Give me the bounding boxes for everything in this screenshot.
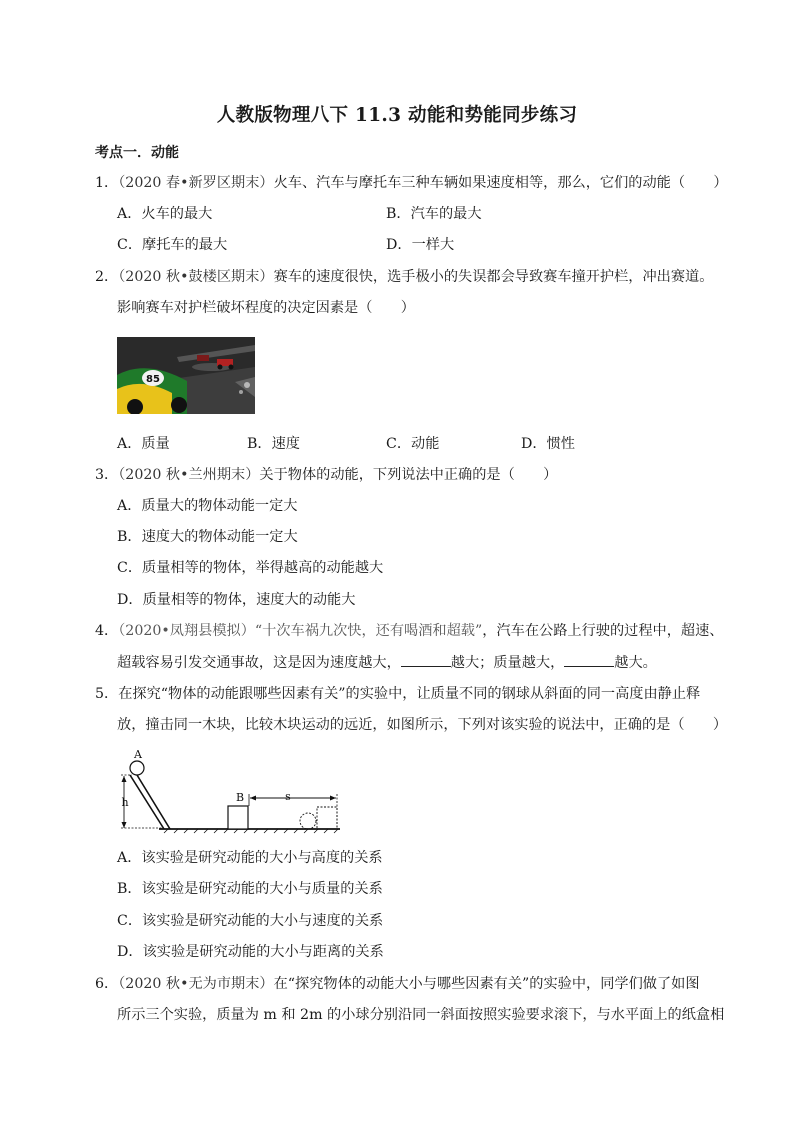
question-number: 1．	[95, 175, 119, 191]
stem-part: 越大；质量越大，	[450, 655, 565, 671]
question-stem: 在探究“物体的动能跟哪些因素有关”的实验中，让质量不同的钢球从斜面的同一高度由静止释	[118, 686, 701, 702]
stem-part: 超载容易引发交通事故，这是因为速度越大，	[117, 655, 401, 671]
label-h: h	[121, 796, 129, 809]
question-stem-continued: 所示三个实验，质量为 m 和 2m 的小球分别沿同一斜面按照实验要求滚下，与水平面上的纸盒相	[117, 1007, 725, 1023]
question-stem: 在“探究物体的动能大小与哪些因素有关”的实验中，同学们做了如图	[273, 976, 700, 992]
question-stem-continued: 放，撞击同一木块，比较木块运动的远近，如图所示，下列对该实验的说法中，正确的是（ ）	[117, 717, 728, 733]
question-stem-continued: 影响赛车对护栏破坏程度的决定因素是（ ）	[117, 300, 415, 316]
question-stem: 火车、汽车与摩托车三种车辆如果速度相等，那么，它们的动能（ ）	[273, 175, 728, 191]
incline-back	[137, 775, 170, 829]
section-heading: 考点一．动能	[95, 145, 179, 161]
option-a: A．火车的最大	[117, 206, 213, 222]
option-c: C．摩托车的最大	[117, 237, 228, 253]
question-stem-continued	[117, 652, 657, 673]
question-stem: 关于物体的动能，下列说法中正确的是（ ）	[259, 467, 558, 483]
question-2	[95, 267, 713, 287]
block-final-position	[317, 807, 337, 829]
incline-surface	[130, 775, 164, 829]
question-number: 6．	[95, 976, 119, 992]
question-stem: ，汽车在公路上行驶的过程中，超速、	[482, 623, 724, 639]
label-a: A	[134, 748, 142, 761]
option-c: C．质量相等的物体，举得越高的动能越大	[117, 560, 384, 576]
option-d: D．质量相等的物体，速度大的动能大	[117, 592, 356, 608]
race-car-photo	[117, 337, 255, 414]
race-car-image	[117, 337, 255, 414]
option-b: B．汽车的最大	[386, 206, 482, 222]
option-d: D．惯性	[521, 436, 575, 452]
option-d: D．一样大	[386, 237, 455, 253]
option-b: B．速度	[247, 436, 300, 452]
stem-part: 越大。	[614, 655, 657, 671]
question-source: （2020 秋•无为市期末）	[118, 976, 274, 992]
question-source: （2020 秋•兰州期末）	[118, 467, 260, 483]
question-6	[95, 974, 700, 994]
answer-blank-2[interactable]	[564, 652, 614, 667]
answer-blank-1[interactable]	[401, 652, 451, 667]
question-number: 2．	[95, 269, 119, 285]
wooden-block-b	[228, 806, 248, 829]
option-c: C．动能	[386, 436, 440, 452]
question-quote: “十次车祸九次快，还有喝酒和超载”	[254, 623, 483, 639]
question-1	[95, 173, 728, 193]
label-b: B	[235, 791, 245, 804]
car-number-label: 85	[146, 374, 160, 385]
steel-ball-a	[130, 761, 144, 775]
question-source: （2020 秋•鼓楼区期末）	[118, 269, 274, 285]
question-3	[95, 465, 557, 485]
question-4	[95, 621, 723, 641]
question-5	[95, 684, 700, 704]
option-a: A．质量	[117, 436, 170, 452]
option-b: B．速度大的物体动能一定大	[117, 529, 298, 545]
option-c: C．该实验是研究动能的大小与速度的关系	[117, 913, 384, 929]
question-source: （2020 春•新罗区期末）	[118, 175, 274, 191]
option-a: A．该实验是研究动能的大小与高度的关系	[117, 850, 383, 866]
question-number: 4．	[95, 623, 119, 639]
option-a: A．质量大的物体动能一定大	[117, 498, 298, 514]
option-d: D．该实验是研究动能的大小与距离的关系	[117, 944, 384, 960]
question-source: （2020•凤翔县模拟）	[118, 623, 255, 639]
question-number: 5．	[95, 686, 119, 702]
experiment-diagram	[112, 742, 342, 834]
incline-diagram	[112, 742, 342, 834]
option-b: B．该实验是研究动能的大小与质量的关系	[117, 881, 383, 897]
question-number: 3．	[95, 467, 119, 483]
label-s: s	[285, 790, 291, 803]
ball-final-position	[300, 813, 316, 829]
question-stem: 赛车的速度很快，选手极小的失误都会导致赛车撞开护栏，冲出赛道。	[273, 269, 714, 285]
page-title: 人教版物理八下 11.3 动能和势能同步练习	[216, 105, 578, 126]
